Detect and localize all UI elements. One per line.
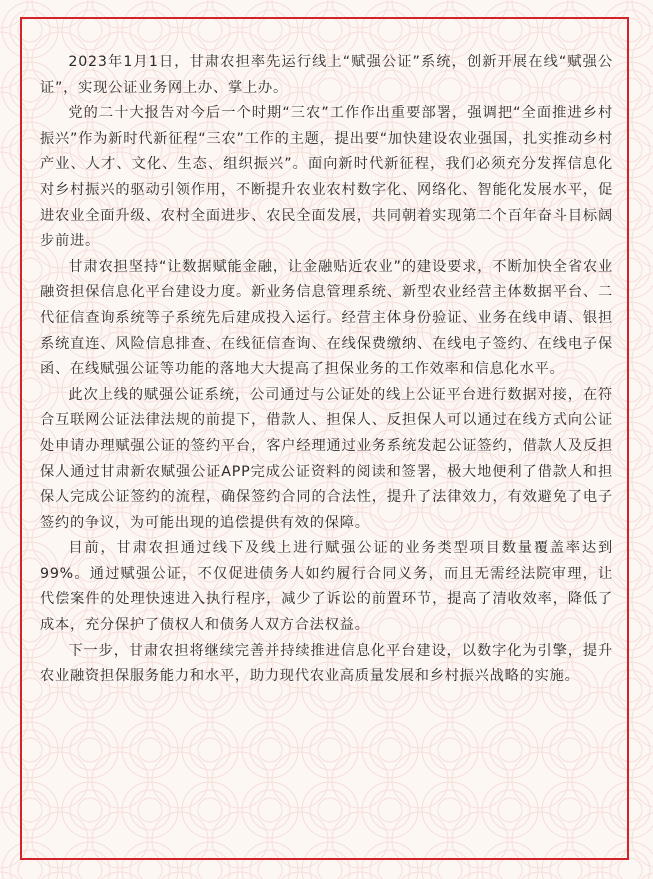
article-body [40,50,613,690]
paragraph-1: 2023年1月1日，甘肃农担率先运行线上“赋强公证”系统，创新开展在线“赋强公证”，实现公证业务网上办、掌上办。 [40,54,613,96]
paragraph-4: 此次上线的赋强公证系统，公司通过与公证处的线上公证平台进行数据对接，在符合互联网公证法律法规的前提下，借款人、担保人、反担保人可以通过在线方式向公证处申请办理赋强公证的签约平台，客户经理通过业务系统发起公证签约，借款人及反担保人通过甘肃新农赋强公证APP完成公证资料的阅读和签署，极大地便利了借款人和担保人完成公证签约的流程，确保签约合同的合法性，提升了法律效力，有效避免了电子签约的争议，为可能出现的追偿提供有效的保障。 [40,386,613,531]
paragraph-2: 党的二十大报告对今后一个时期“三农”工作作出重要部署，强调把“全面推进乡村振兴”作为新时代新征程“三农”工作的主题，提出要“加快建设农业强国，扎实推动乡村产业、人才、文化、生态、组织振兴”。面向新时代新征程，我们必须充分发挥信息化对乡村振兴的驱动引领作用，不断提升农业农村数字化、网络化、智能化发展水平，促进农业全面升级、农村全面进步、农民全面发展，共同朝着实现第二个百年奋斗目标阔步前进。 [40,105,613,250]
paragraph-5: 目前，甘肃农担通过线下及线上进行赋强公证的业务类型项目数量覆盖率达到99%。通过赋强公证，不仅促进债务人如约履行合同义务，而且无需经法院审理，让代偿案件的处理快速进入执行程序，减少了诉讼的前置环节，提高了清收效率，降低了成本，充分保护了债权人和债务人双方合法权益。 [40,540,613,634]
paragraph-3: 甘肃农担坚持“让数据赋能金融，让金融贴近农业”的建设要求，不断加快全省农业融资担保信息化平台建设力度。新业务信息管理系统、新型农业经营主体数据平台、二代征信查询系统等子系统先后建成投入运行。经营主体身份验证、业务在线申请、银担系统直连、风险信息排查、在线征信查询、在线保费缴纳、在线电子签约、在线电子保函、在线赋强公证等功能的落地大大提高了担保业务的工作效率和信息化水平。 [40,258,613,378]
paragraph-6: 下一步，甘肃农担将继续完善并持续推进信息化平台建设，以数字化为引擎，提升农业融资担保服务能力和水平，助力现代农业高质量发展和乡村振兴战略的实施。 [40,642,613,685]
